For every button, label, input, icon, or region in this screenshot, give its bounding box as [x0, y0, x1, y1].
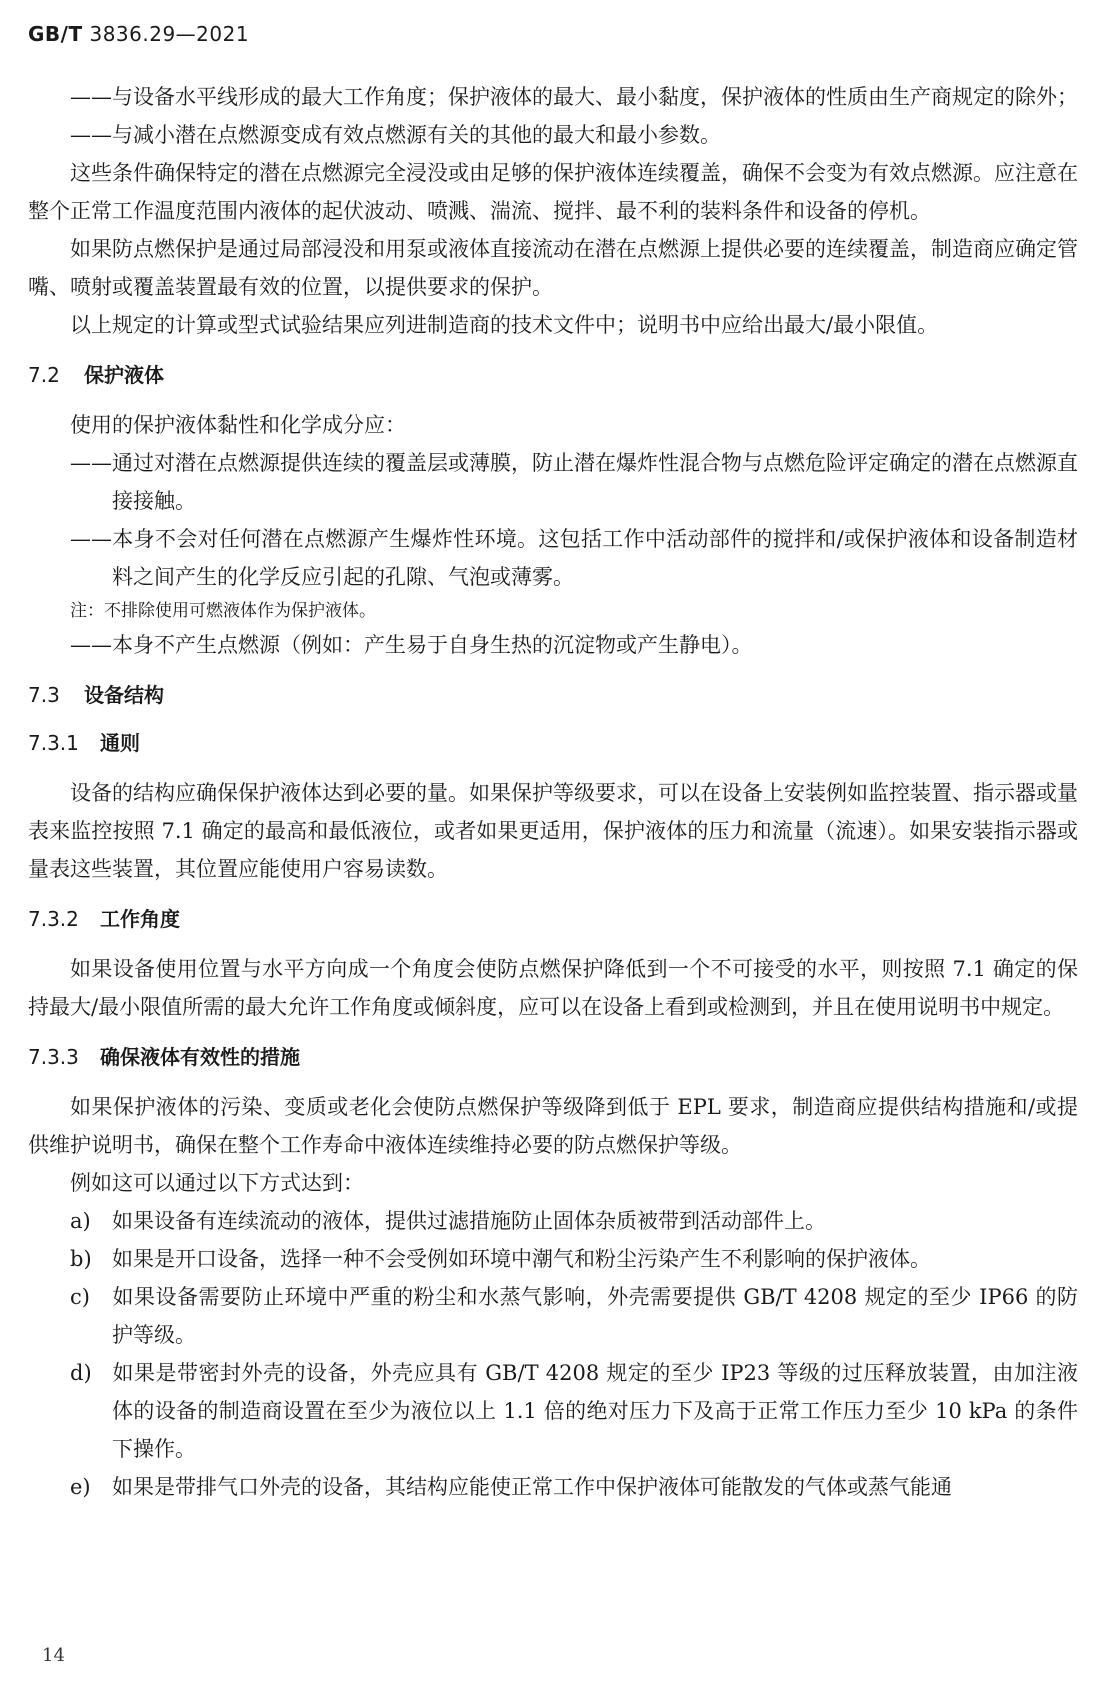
list-item — [28, 1468, 1078, 1506]
section-heading-7-3-1 — [28, 726, 1078, 760]
list-item-label: d) — [70, 1361, 92, 1385]
list-item — [28, 1354, 1078, 1468]
section-title: 设备结构 — [84, 683, 164, 707]
dash-item: ——本身不会对任何潜在点燃源产生爆炸性环境。这包括工作中活动部件的搅拌和/或保护液体和设备制造材料之间产生的化学反应引起的孔隙、气泡或薄雾。 — [70, 527, 1078, 589]
section-title: 通则 — [100, 731, 140, 755]
paragraph: 如果防点燃保护是通过局部浸没和用泵或液体直接流动在潜在点燃源上提供必要的连续覆盖，制造商应确定管嘴、喷射或覆盖装置最有效的位置，以提供要求的保护。 — [28, 237, 1078, 299]
section-heading-7-3 — [28, 678, 1078, 712]
list-item-text: 如果是开口设备，选择一种不会受例如环境中潮气和粉尘污染产生不利影响的保护液体。 — [112, 1247, 931, 1271]
paragraph: 如果设备使用位置与水平方向成一个角度会使防点燃保护降低到一个不可接受的水平，则按照 7.1 确定的保持最大/最小限值所需的最大允许工作角度或倾斜度，应可以在设备上看到或检测到，并且在使用说明书中规定。 — [28, 957, 1078, 1019]
paragraph: 设备的结构应确保保护液体达到必要的量。如果保护等级要求，可以在设备上安装例如监控装置、指示器或量表来监控按照 7.1 确定的最高和最低液位，或者如果更适用，保护液体的压力和流量（流速）。如果安装指示器或量表这些装置，其位置应能使用户容易读数。 — [28, 781, 1078, 881]
paragraph: 如果保护液体的污染、变质或老化会使防点燃保护等级降到低于 EPL 要求，制造商应提供结构措施和/或提供维护说明书，确保在整个工作寿命中液体连续维持必要的防点燃保护等级。 — [28, 1095, 1078, 1157]
list-item — [28, 1240, 1078, 1278]
section-title: 工作角度 — [100, 907, 180, 931]
section-title: 保护液体 — [84, 363, 164, 387]
dash-item: ——与设备水平线形成的最大工作角度；保护液体的最大、最小黏度，保护液体的性质由生产商规定的除外； — [70, 85, 1078, 109]
paragraph: 以上规定的计算或型式试验结果应列进制造商的技术文件中；说明书中应给出最大/最小限值。 — [70, 313, 939, 337]
section-number: 7.3.3 — [28, 1045, 79, 1069]
dash-item: ——通过对潜在点燃源提供连续的覆盖层或薄膜，防止潜在爆炸性混合物与点燃危险评定确定的潜在点燃源直接接触。 — [70, 451, 1078, 513]
dash-item: ——本身不产生点燃源（例如：产生易于自身生热的沉淀物或产生静电）。 — [70, 633, 753, 657]
list-item — [28, 1202, 1078, 1240]
page-header — [28, 22, 249, 46]
paragraph: 使用的保护液体黏性和化学成分应： — [70, 413, 406, 437]
page-content — [28, 78, 1078, 1506]
list-item-text: 如果设备需要防止环境中严重的粉尘和水蒸气影响，外壳需要提供 GB/T 4208 规定的至少 IP66 的防护等级。 — [112, 1285, 1078, 1347]
section-number: 7.3.2 — [28, 907, 79, 931]
standard-number: 3836.29—2021 — [89, 22, 250, 46]
list-item-label: b) — [70, 1247, 92, 1271]
section-number: 7.3 — [28, 683, 60, 707]
section-heading-7-3-3 — [28, 1040, 1078, 1074]
section-heading-7-2 — [28, 358, 1078, 392]
section-number: 7.3.1 — [28, 731, 79, 755]
list-item-text: 如果是带密封外壳的设备，外壳应具有 GB/T 4208 规定的至少 IP23 等级的过压释放装置，由加注液体的设备的制造商设置在至少为液位以上 1.1 倍的绝对压力下及高于正常工作压力至少 10 kPa 的条件下操作。 — [112, 1361, 1078, 1461]
page-number: 14 — [42, 1645, 65, 1666]
list-item-label: e) — [70, 1475, 91, 1499]
paragraph: 这些条件确保特定的潜在点燃源完全浸没或由足够的保护液体连续覆盖，确保不会变为有效点燃源。应注意在整个正常工作温度范围内液体的起伏波动、喷溅、湍流、搅拌、最不利的装料条件和设备的停机。 — [28, 161, 1078, 223]
list-item-label: a) — [70, 1209, 91, 1233]
list-item-text: 如果设备有连续流动的液体，提供过滤措施防止固体杂质被带到活动部件上。 — [112, 1209, 826, 1233]
section-title: 确保液体有效性的措施 — [100, 1045, 300, 1069]
section-heading-7-3-2 — [28, 902, 1078, 936]
list-item-text: 如果是带排气口外壳的设备，其结构应能使正常工作中保护液体可能散发的气体或蒸气能通 — [112, 1475, 952, 1499]
paragraph: 例如这可以通过以下方式达到： — [70, 1171, 364, 1195]
note: 注：不排除使用可燃液体作为保护液体。 — [70, 601, 376, 621]
list-item — [28, 1278, 1078, 1354]
section-number: 7.2 — [28, 363, 60, 387]
dash-item: ——与减小潜在点燃源变成有效点燃源有关的其他的最大和最小参数。 — [70, 123, 721, 147]
standard-code: GB/T — [28, 22, 83, 46]
list-item-label: c) — [70, 1285, 90, 1309]
